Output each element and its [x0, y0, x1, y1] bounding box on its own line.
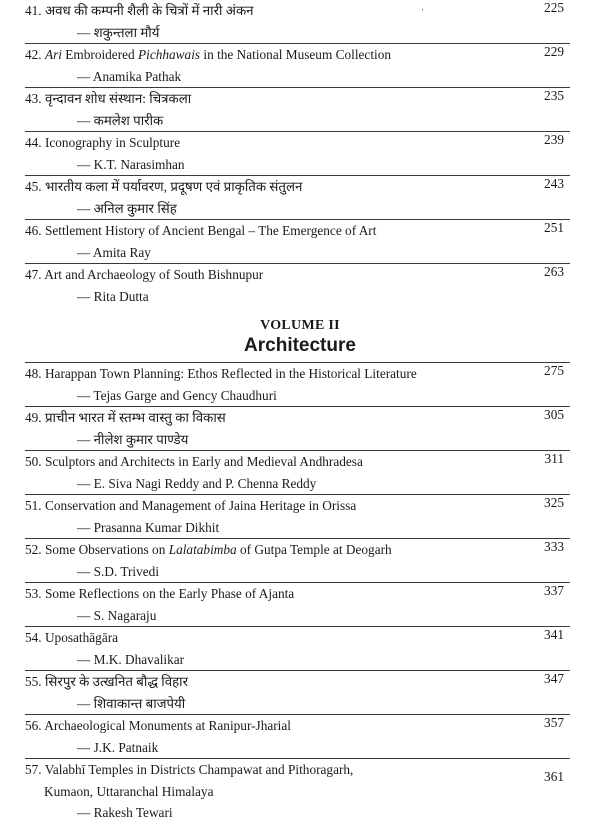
toc-entry-43	[25, 87, 570, 131]
entry-title-line	[25, 44, 570, 66]
stray-mark: ·	[421, 5, 424, 15]
entry-page-number: 347	[544, 671, 564, 686]
entry-number: 44.	[25, 135, 42, 150]
entry-number: 53.	[25, 586, 42, 601]
entry-author: — Prasanna Kumar Dikhit	[77, 519, 220, 535]
entry-page-number: 311	[544, 451, 564, 466]
entry-title-line	[25, 495, 570, 517]
entry-title-line	[25, 176, 570, 198]
entry-number: 52.	[25, 542, 42, 557]
entry-author: — S. Nagaraju	[77, 607, 157, 623]
entry-title	[45, 542, 392, 557]
entry-title: Valabhī Temples in Districts Champawat and Pithoragarh,	[44, 762, 354, 777]
entry-title-line	[25, 363, 570, 385]
toc-entry-55	[25, 670, 570, 714]
toc-entry-44	[25, 131, 570, 175]
entry-number: 56.	[25, 718, 42, 733]
entry-number: 47.	[25, 267, 42, 282]
entry-title: Some Reflections on the Early Phase of Ajanta	[44, 586, 295, 601]
volume-label: VOLUME II	[260, 318, 340, 333]
entry-title: Conservation and Management of Jaina Heritage in Orissa	[44, 498, 357, 513]
entry-number: 55.	[25, 674, 42, 689]
entry-title-line	[25, 451, 570, 473]
entry-author: — Anamika Pathak	[77, 68, 182, 84]
entry-author: — J.K. Patnaik	[77, 739, 159, 755]
toc-entry-41	[25, 0, 570, 43]
entry-title-line	[25, 407, 570, 429]
entry-page-number: 225	[544, 0, 564, 15]
entry-title-text: Some Observations on	[44, 542, 169, 557]
entry-title-line	[25, 539, 570, 561]
entry-page-number: 251	[544, 220, 564, 235]
entry-title-text: Embroidered	[61, 47, 139, 62]
entry-title-continuation: Kumaon, Uttaranchal Himalaya	[44, 783, 214, 799]
toc-entry-54	[25, 626, 570, 670]
entry-number: 57.	[25, 762, 42, 777]
entry-author: — M.K. Dhavalikar	[77, 651, 185, 667]
entry-number: 48.	[25, 366, 42, 381]
toc-entry-57	[25, 758, 570, 824]
entry-title-line	[25, 759, 570, 781]
toc-entry-51	[25, 494, 570, 538]
entry-page-number: 263	[544, 264, 564, 279]
entry-author: — Amita Ray	[77, 244, 151, 260]
toc-entry-47	[25, 263, 570, 307]
entry-author: — E. Siva Nagi Reddy and P. Chenna Reddy	[77, 475, 317, 491]
entry-title-italic: Pichhawais	[138, 47, 201, 62]
entry-title: Sculptors and Architects in Early and Medieval Andhradesa	[44, 454, 363, 469]
entry-number: 50.	[25, 454, 42, 469]
entry-number: 54.	[25, 630, 42, 645]
entry-title: भारतीय कला में पर्यावरण, प्रदूषण एवं प्राकृतिक संतुलन	[44, 179, 303, 194]
toc-entry-45	[25, 175, 570, 219]
entry-number: 41.	[25, 3, 42, 18]
entry-page-number: 235	[544, 88, 564, 103]
entry-title-line	[25, 132, 570, 154]
entry-author: — S.D. Trivedi	[77, 563, 160, 579]
entry-page-number: 341	[544, 627, 564, 642]
entry-number: 51.	[25, 498, 42, 513]
entry-title: वृन्दावन शोध संस्थान: चित्रकला	[44, 91, 192, 106]
entry-title-line	[25, 627, 570, 649]
entry-number: 43.	[25, 91, 42, 106]
entry-number: 49.	[25, 410, 42, 425]
entry-title: प्राचीन भारत में स्तम्भ वास्तु का विकास	[44, 410, 226, 425]
entry-title-line	[25, 88, 570, 110]
entry-title	[45, 47, 391, 62]
entry-title-line	[25, 671, 570, 693]
entry-title-line	[25, 0, 570, 22]
toc-entry-52	[25, 538, 570, 582]
entry-number: 45.	[25, 179, 42, 194]
toc-entry-56	[25, 714, 570, 758]
entry-page-number: 337	[544, 583, 564, 598]
entry-title-italic: Ari	[44, 47, 62, 62]
entry-author: — शिवाकान्त बाजपेयी	[77, 695, 186, 711]
entry-title: Archaeological Monuments at Ranipur-Jharial	[44, 718, 291, 733]
entry-author: — अनिल कुमार सिंह	[77, 200, 177, 216]
toc-entry-42	[25, 43, 570, 87]
entry-title: Art and Archaeology of South Bishnupur	[44, 267, 264, 282]
entry-page-number: 229	[544, 44, 564, 59]
entry-author: — Tejas Garge and Gency Chaudhuri	[77, 387, 277, 403]
entry-author: — नीलेश कुमार पाण्डेय	[77, 431, 189, 447]
volume-title: Architecture	[244, 335, 356, 356]
entry-author: — Rita Dutta	[77, 288, 149, 304]
entry-title-italic: Lalatabimba	[168, 542, 237, 557]
entry-page-number: 243	[544, 176, 564, 191]
entry-title-line	[25, 220, 570, 242]
entry-page-number: 333	[544, 539, 564, 554]
toc-entry-48	[25, 362, 570, 406]
entry-title: Harappan Town Planning: Ethos Reflected in the Historical Literature	[44, 366, 417, 381]
entry-title: सिरपुर के उत्खनित बौद्ध विहार	[44, 674, 189, 689]
entry-author: — Rakesh Tewari	[77, 805, 173, 820]
entry-page-number: 305	[544, 407, 564, 422]
entry-number: 46.	[25, 223, 42, 238]
entry-page-number: 275	[544, 363, 564, 378]
entry-author: — K.T. Narasimhan	[77, 156, 185, 172]
entry-page-number: 357	[544, 715, 564, 730]
entry-title-line	[25, 264, 570, 286]
entry-title: Iconography in Sculpture	[44, 135, 181, 150]
entry-title: Uposathāgāra	[44, 630, 119, 645]
entry-number: 42.	[25, 47, 42, 62]
entry-title-line	[25, 715, 570, 737]
entry-title-text: of Gutpa Temple at Deogarh	[236, 542, 392, 557]
entry-page-number: 325	[544, 495, 564, 510]
entry-author: — शकुन्तला मौर्य	[77, 24, 160, 40]
volume-heading	[0, 307, 600, 362]
toc-entry-50	[25, 450, 570, 494]
entry-author: — कमलेश पारीक	[77, 112, 164, 128]
toc-entry-49	[25, 406, 570, 450]
entry-page-number: 239	[544, 132, 564, 147]
toc-entry-46	[25, 219, 570, 263]
toc-entry-53	[25, 582, 570, 626]
entry-title-text: in the National Museum Collection	[200, 47, 392, 62]
entry-page-number: 361	[544, 769, 564, 784]
entry-title-line	[25, 583, 570, 605]
entry-title: Settlement History of Ancient Bengal – The Emergence of Art	[44, 223, 377, 238]
entry-title: अवध की कम्पनी शैली के चित्रों में नारी अंकन	[44, 3, 254, 18]
